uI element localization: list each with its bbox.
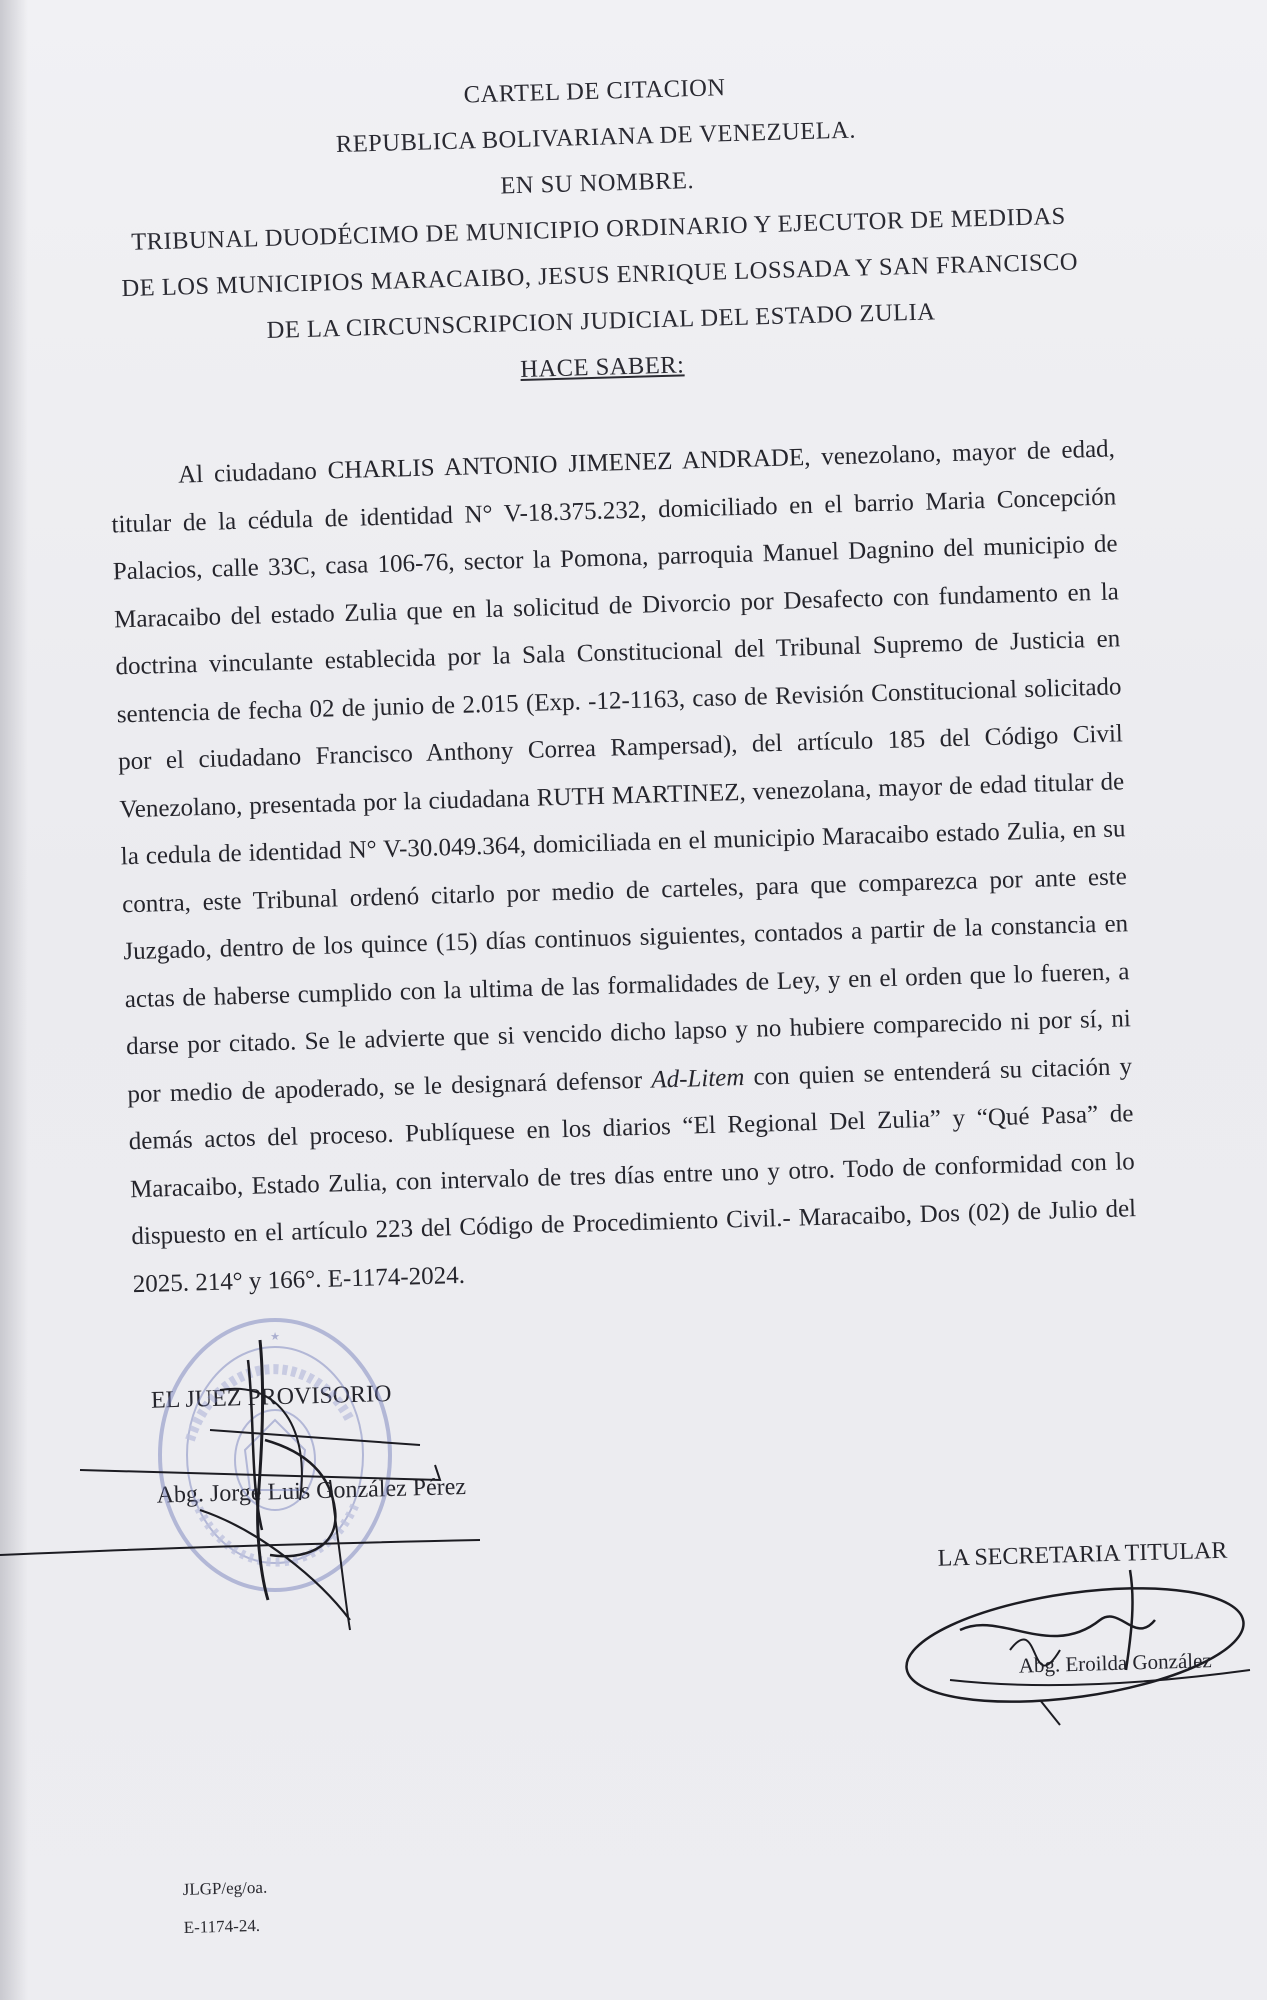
ad-litem-term: Ad-Litem: [650, 1063, 745, 1094]
header-line-6: DE LA CIRCUNSCRIPCION JUDICIAL DEL ESTADO ZULIA: [266, 298, 936, 345]
citation-body: [110, 425, 1138, 1308]
hace-saber-text: HACE SABER:: [519, 351, 685, 383]
header-line-5: DE LOS MUNICIPIOS MARACAIBO, JESUS ENRIQUE LOSSADA Y SAN FRANCISCO: [121, 248, 1079, 303]
judge-signature: [0, 1300, 520, 1660]
judge-title: EL JUEZ PROVISORIO: [150, 1380, 392, 1414]
seal-lettering: ★: [270, 1331, 280, 1343]
judge-name: Abg. Jorge Luis González Pérez: [156, 1473, 467, 1509]
secretary-name: Abg. Eroilda González: [1018, 1648, 1213, 1678]
header-line-4: TRIBUNAL DUODÉCIMO DE MUNICIPIO ORDINARIO Y EJECUTOR DE MEDIDAS: [130, 202, 1067, 256]
header-line-2: REPUBLICA BOLIVARIANA DE VENEZUELA.: [335, 116, 857, 159]
hace-saber-heading: [112, 340, 1092, 395]
secretary-title: LA SECRETARIA TITULAR: [937, 1537, 1228, 1572]
header-line-3: EN SU NOMBRE.: [500, 167, 695, 200]
body-part-1: Al ciudadano CHARLIS ANTONIO JIMENEZ ANDRADE, venezolano, mayor de edad, titular de la cédula de identidad N° V-18.375.232, domiciliado en el barrio Maria Concepción Palacios, calle 33C, casa 106-76, sector la Pomona, parroquia Manuel Dagnino del municipio de Maracaibo del estado Zulia que en la solicitud de Divorcio por Desafecto con fundamento en la doctrina vinculante establecida por la Sala Constitucional del Tribunal Supremo de Justicia en sentencia de fecha 02 de junio de 2.015 (Exp. -12-1163, caso de Revisión Constitucional solicitado por el ciudadano Francisco Anthony Correa Rampersad), del artículo 185 del Código Civil Venezolano, presentada por la ciudadana RUTH MARTINEZ, venezolana, mayor de edad titular de la cedula de identidad N° V-30.049.364, domiciliada en el municipio Maracaibo estado Zulia, en su contra, este Tribunal ordenó citarlo por medio de carteles, para que comparezca por ante este Juzgado, dentro de los quince (15) días continuos siguientes, contados a partir de la constancia en actas de haberse cumplido con la ultima de las formalidades de Ley, y en el orden que lo fueren, a darse por citado. Se le advierte que si vencido dicho lapso y no hubiere comparecido ni por sí, ni por medio de apoderado, se le designará defensor: [111, 435, 1132, 1108]
footer-case-ref: E-1174-24.: [183, 1915, 261, 1937]
secretary-signature: [890, 1550, 1267, 1730]
body-part-2: con quien se entenderá su citación y demás actos del proceso. Publíquese en los diarios “El Regional Del Zulia” y “Qué Pasa” de Maracaibo, Estado Zulia, con intervalo de tres días entre uno y otro. Todo de conformidad con lo dispuesto en el artículo 223 del Código de Procedimiento Civil.- Maracaibo, Dos (02) de Julio del 2025. 214° y 166°. E-1174-2024.: [128, 1052, 1137, 1298]
footer-initials: JLGP/eg/oa.: [182, 1877, 268, 1899]
header-line-1: CARTEL DE CITACION: [463, 74, 726, 109]
